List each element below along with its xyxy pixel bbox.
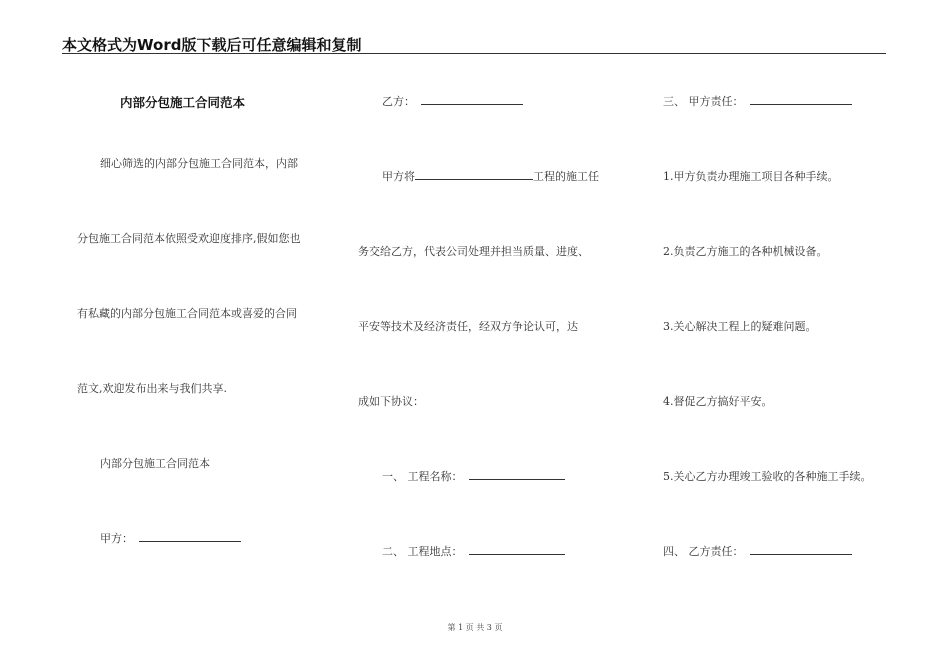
paragraph-line-2: 分包施工合同范本依照受欢迎度排序,假如您也 [77,232,301,245]
subtitle-line: 内部分包施工合同范本 [100,457,210,470]
item-project-location [382,543,565,559]
party-a-duties-label: 三、 甲方责任： [663,95,744,108]
clause-line-2: 务交给乙方，代表公司处理并担当质量、进度、 [358,245,589,258]
party-b-blank [421,94,523,105]
party-a-blank [139,531,241,542]
clause-line-3: 平安等技术及经济责任，经双方争论认可，达 [358,320,578,333]
party-a-line [100,530,241,546]
item-project-location-label: 二、 工程地点： [382,545,463,558]
party-b-line [382,93,523,109]
header-divider [62,53,886,54]
party-b-duties-blank [750,544,852,555]
party-b-duties-heading [663,543,852,559]
project-blank [415,169,533,180]
paragraph-line-1: 细心筛选的内部分包施工合同范本，内部 [100,157,298,170]
clause-mid-text: 工程的施工任 [533,170,599,183]
party-a-label: 甲方： [100,532,133,545]
party-b-label: 乙方： [382,95,415,108]
paragraph-line-4: 范文,欢迎发布出来与我们共享. [77,382,227,395]
duty-item-2: 2.负责乙方施工的各种机械设备。 [663,245,828,258]
party-a-duties-blank [750,94,852,105]
clause-line-1 [382,168,599,184]
clause-start-text: 甲方将 [382,170,415,183]
item-project-name [382,468,565,484]
duty-item-1: 1.甲方负责办理施工项目各种手续。 [663,170,839,183]
document-title: 内部分包施工合同范本 [120,95,246,110]
paragraph-line-3: 有私藏的内部分包施工合同范本或喜爱的合同 [77,307,297,320]
project-name-blank [469,469,565,480]
party-b-duties-label: 四、 乙方责任： [663,545,744,558]
duty-item-3: 3.关心解决工程上的疑难问题。 [663,320,817,333]
page-number: 第 1 页 共 3 页 [447,623,503,632]
clause-line-4: 成如下协议： [358,395,424,408]
duty-item-5: 5.关心乙方办理竣工验收的各种施工手续。 [663,470,872,483]
project-location-blank [469,544,565,555]
document-header-title: 本文格式为Word版下载后可任意编辑和复制 [62,36,362,54]
duty-item-4: 4.督促乙方搞好平安。 [663,395,773,408]
item-project-name-label: 一、 工程名称： [382,470,463,483]
party-a-duties-heading [663,93,852,109]
